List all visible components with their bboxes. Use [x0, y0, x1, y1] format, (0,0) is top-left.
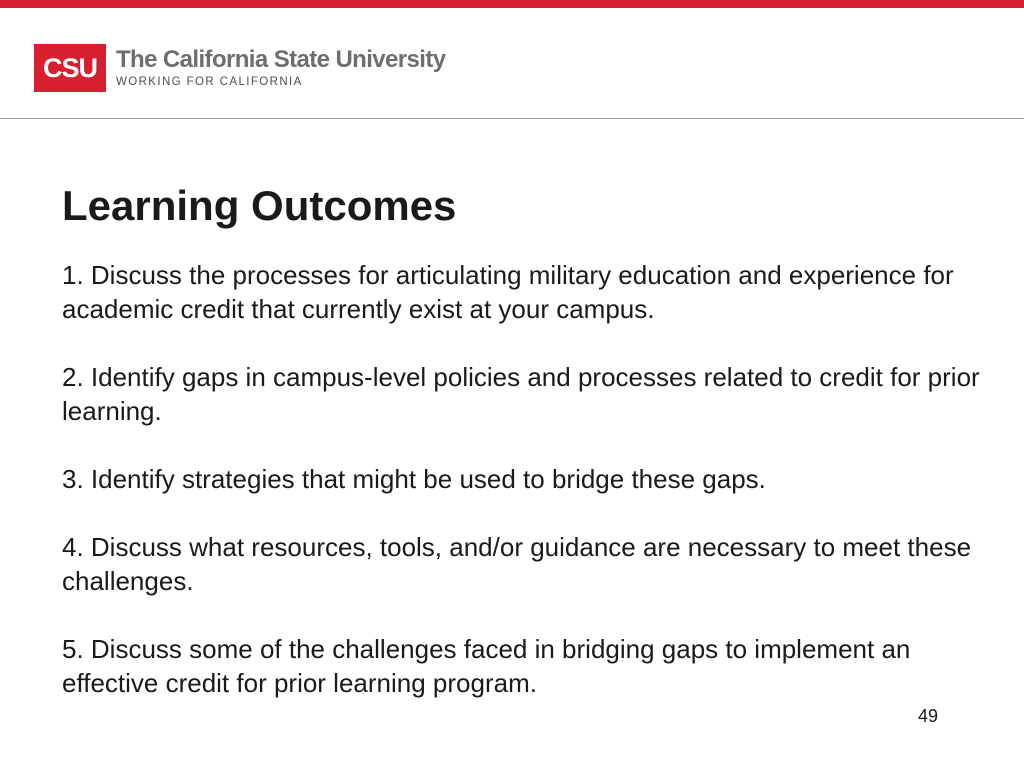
outcome-item-3: 3. Identify strategies that might be used to bridge these gaps.: [62, 464, 766, 494]
slide-title: Learning Outcomes: [62, 182, 457, 229]
learning-outcomes-list: [62, 258, 982, 734]
outcome-item-1: 1. Discuss the processes for articulating military education and experience for academic credit that currently exist at your campus.: [62, 260, 954, 324]
header-divider: [0, 118, 1024, 119]
outcome-item-2: 2. Identify gaps in campus-level policies and processes related to credit for prior learning.: [62, 362, 980, 426]
page-number: 49: [917, 706, 938, 726]
top-accent-bar: [0, 0, 1024, 8]
outcome-item-5: 5. Discuss some of the challenges faced in bridging gaps to implement an effective credit for prior learning program.: [62, 634, 911, 698]
outcome-item-4: 4. Discuss what resources, tools, and/or guidance are necessary to meet these challenges.: [62, 532, 972, 596]
csu-logo: [34, 44, 446, 92]
logo-tagline: WORKING FOR CALIFORNIA: [116, 76, 303, 88]
csu-logo-mark: CSU: [34, 44, 106, 92]
logo-university-name: The California State University: [116, 46, 446, 73]
logo-text: [116, 47, 446, 89]
